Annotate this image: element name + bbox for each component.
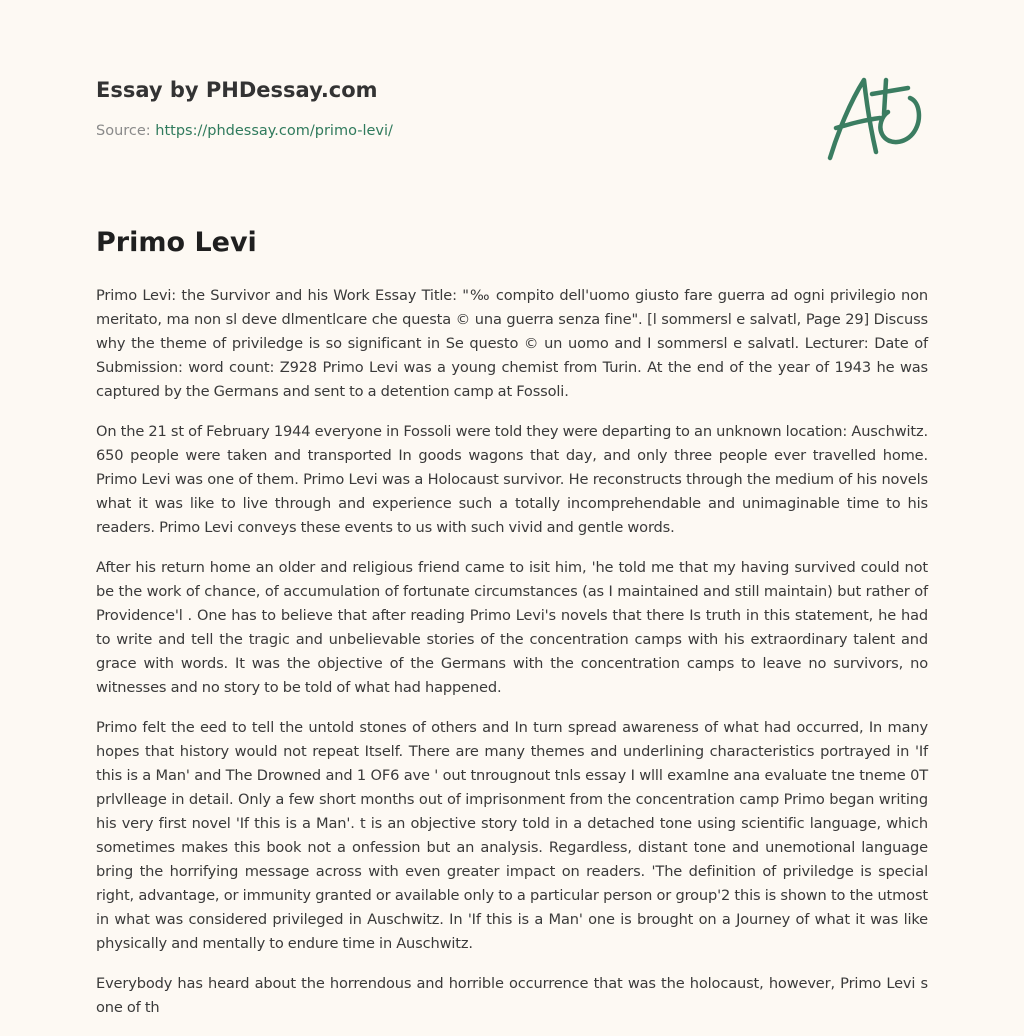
article-paragraph: Everybody has heard about the horrendous and horrible occurrence that was the holocaust, however, Primo Levi s one of th xyxy=(96,975,928,1016)
article-paragraph: Primo Levi: the Survivor and his Work Essay Title: "‰ compito dell'uomo giusto fare guerra ad ogni privilegio non meritato, ma non sl deve dlmentlcare che questa © una guerra senza fine". [l sommersl e salvatl, Page 29] Discuss why the theme of priviledge is so significant in Se questo © un uomo and I sommersl e salvatl. Lecturer: Date of Submission: word count: Z928 Primo Levi was a young chemist from Turin. At the end of the year of 1943 he was captured by the Germans and sent to a detention camp at Fossoli. xyxy=(96,287,928,400)
site-header xyxy=(96,76,928,141)
article-paragraph: On the 21 st of February 1944 everyone in Fossoli were told they were departing to an unknown location: Auschwitz. 650 people were taken and transported In goods wagons that day, and only three people ever travelled home. Primo Levi was one of them. Primo Levi was a Holocaust survivor. He reconstructs through the medium of his novels what it was like to live through and experience such a totally incomprehendable and unimaginable time to his readers. Primo Levi conveys these events to us with such vivid and gentle words. xyxy=(96,423,928,536)
article-paragraph: Primo felt the eed to tell the untold stones of others and In turn spread awareness of what had occurred, In many hopes that history would not repeat Itself. There are many themes and underlining characteristics portrayed in 'If this is a Man' and The Drowned and 1 OF6 ave ' out tnrougnout tnls essay I wlll examlne ana evaluate tne tneme 0T prlvlleage in detail. Only a few short months out of imprisonment from the concentration camp Primo began writing his very first novel 'If this is a Man'. t is an objective story told in a detached tone using scientific language, which sometimes makes this book not a onfession but an analysis. Regardless, distant tone and unemotional language bring the horrifying message across with even greater impact on readers. 'The definition of priviledge is special right, advantage, or immunity granted or available only to a particular person or group'2 this is shown to the utmost in what was considered privileged in Auschwitz. In 'If this is a Man' one is brought on a Journey of what it was like physically and mentally to endure time in Auschwitz. xyxy=(96,719,928,952)
article-title: Primo Levi xyxy=(96,227,257,258)
source-link[interactable]: https://phdessay.com/primo-levi/ xyxy=(155,123,393,139)
article-paragraph: After his return home an older and religious friend came to isit him, 'he told me that my having survived could not be the work of chance, of accumulation of fortunate circumstances (as I maintained and still maintain) but rather of Providence'l . One has to believe that after reading Primo Levi's novels that there Is truth in this statement, he had to write and tell the tragic and unbelievable stories of the concentration camps with his extraordinary talent and grace with words. It was the objective of the Germans with the concentration camps to leave no survivors, no witnesses and no story to be told of what had happened. xyxy=(96,559,928,696)
a-plus-logo-icon xyxy=(822,68,928,164)
source-label: Source: xyxy=(96,123,151,139)
source-line xyxy=(96,121,928,141)
article xyxy=(96,224,928,1036)
site-title: Essay by PHDessay.com xyxy=(96,78,378,102)
